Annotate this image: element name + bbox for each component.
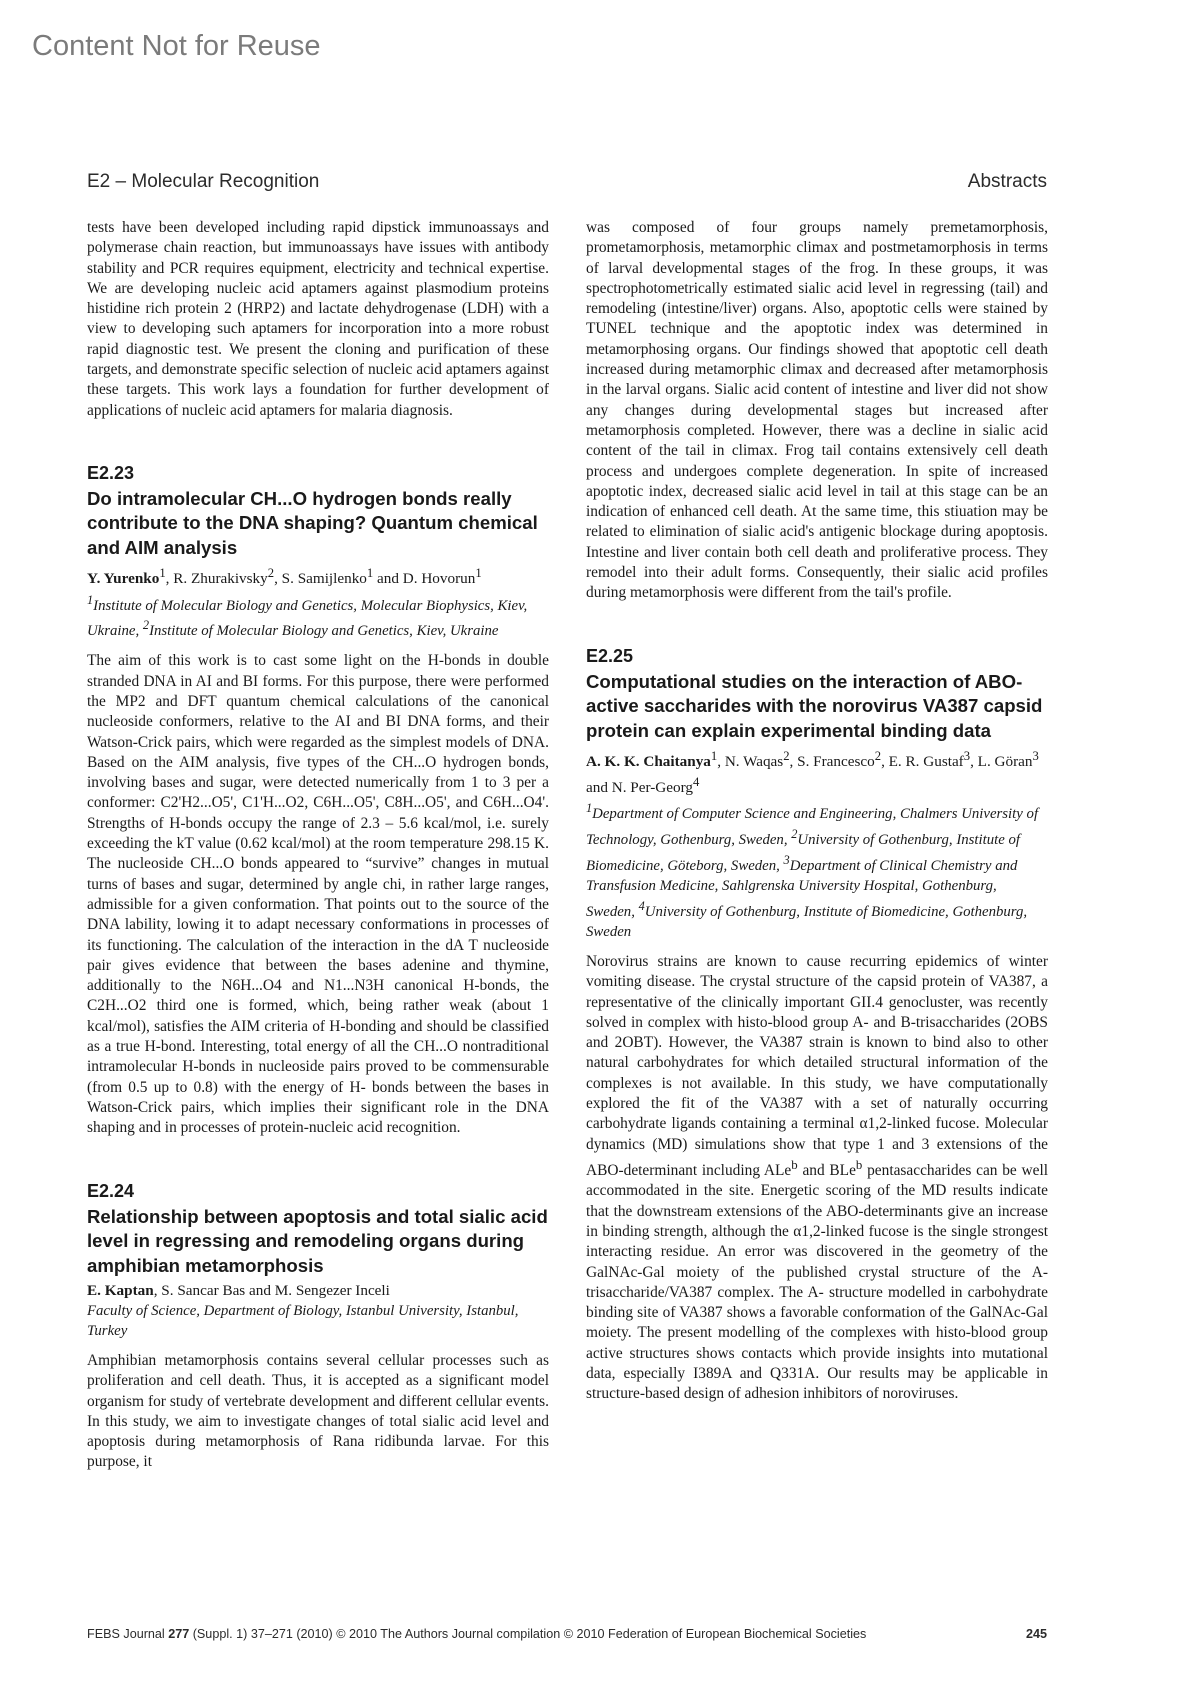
body-text: and BLe [797, 1162, 856, 1180]
watermark: Content Not for Reuse [32, 30, 321, 62]
abstract-body: Amphibian metamorphosis contains several cellular processes such as proliferation and cell death. Thus, it is accepted as a significant model organism for study of vertebrate development and different cellular events. In this study, we aim to investigate changes of total sialic acid level and apoptosis during metamorphosis of Rana ridibunda larvae. For this purpose, it [87, 1352, 549, 1471]
body-text: pentasaccharides can be well accommodated in the site. Energetic scoring of the MD results indicate that the downstream extensions of the ABO-determinants give an increase in binding strength, although the α1,2-linked fucose is the single strongest interacting residue. An error was discovered in the geometry of the GalNAc-Gal moiety of the published crystal structure of the A-trisaccharide/VA387 complex. The A- structure modelled in carbohydrate binding site of VA387 shows a favorable conformation of the GalNAc-Gal moiety. The present modelling of the complexes with histo-blood group active structures shows contacts which provide insights into mutational data, especially I389A and Q331A. Our results may be applicable in structure-based design of adhesion inhibitors of noroviruses. [586, 1162, 1048, 1403]
author: , S. Samijlenko [274, 570, 367, 588]
affiliation-mark: 1 [586, 801, 593, 816]
journal-name: FEBS Journal [87, 1627, 169, 1641]
affiliation-mark: 1 [710, 749, 718, 764]
author-list [87, 563, 549, 589]
affiliation-mark: 2 [783, 749, 790, 764]
affiliation: University of Gothenburg, Institute of Biomedicine, Göteborg, Sweden, [586, 832, 1021, 875]
affiliation-mark: 2 [142, 618, 150, 633]
body-text: Norovirus strains are known to cause recurring epidemics of winter vomiting disease. The crystal structure of the capsid protein of VA387, a representative of the clinically important GII.4 genocluster, was recently solved in complex with histo-blood group A- and B-trisaccharides (2OBS and 2OBT). However, the VA387 strain is known to bind also to other natural carbohydrates for which detailed structural information of the complexes is not available. In this study, we have computationally explored the fit of the VA387 with a set of naturally occurring carbohydrate ligands containing a terminal α1,2-linked fucose. Molecular dynamics (MD) simulations show that type 1 and 3 extensions of the ABO-determinant including ALe [586, 952, 1048, 1180]
superscript: b [791, 1157, 798, 1172]
affiliation-mark: 3 [1032, 749, 1039, 764]
volume-number: 277 [168, 1627, 190, 1641]
affiliation: Institute of Molecular Biology and Genetics, Kiev, Ukraine [149, 623, 499, 640]
author-list [87, 1281, 549, 1301]
presenting-author: A. K. K. Chaitanya [586, 753, 711, 771]
abstract-body [586, 952, 1048, 1405]
affiliation: Department of Computer Science and Engineering, Chalmers University of Technology, Gothenburg, Sweden, [586, 806, 1039, 849]
affiliation-mark: 4 [638, 899, 645, 914]
affiliation: University of Gothenburg, Institute of Biomedicine, Gothenburg, Sweden [586, 903, 1028, 940]
abstract-title: Computational studies on the interaction of ABO-active saccharides with the norovirus VA387 capsid protein can explain experimental binding data [586, 670, 1043, 741]
abstract-body-continued: was composed of four groups namely premetamorphosis, prometamorphosis, metamorphic climax and postmetamorphosis in terms of larval developmental stages of the frog. In these groups, it was spectrophotometrically estimated sialic acid level in regressing (tail) and remodeling (intestine/liver) organs. Also, apoptotic cells were stained by TUNEL technique and the apoptotic index was determined in metamorphosing organs. Our findings showed that apoptotic cell death increased during metamorphic climax and decreased after metamorphosis in the larval organs. Sialic acid content of intestine and liver did not show any changes during developmental stages but increased after metamorphosis completed. However, there was a decline in sialic acid content of the tail in climax. Frog tail contains extensively cell death process and undergoes complete degeneration. In spite of increased apoptotic index, decreased sialic acid level in tail at this stage can be an indication of enhanced cell death. At the same time, this stiuation may be related to elimination of sialic acid's antigenic blockage during apoptosis. Intestine and liver contain both cell death and proliferative process. They remodel into their adult forms. Consequently, their sialic acid profiles during metamorphosis were different from the tail's profile. [586, 219, 1048, 602]
page-footer [87, 1627, 1047, 1641]
author: , N. Waqas [717, 753, 784, 771]
abstract-e2-25 [586, 644, 1048, 1405]
author: , S. Sancar Bas and M. Sengezer Inceli [153, 1282, 390, 1299]
affiliation-mark: 4 [692, 775, 700, 790]
author: and N. Per-Georg [586, 779, 693, 797]
affiliations [586, 798, 1048, 942]
author: and D. Hovorun [373, 570, 476, 588]
abstract-title: Do intramolecular CH...O hydrogen bonds really contribute to the DNA shaping? Quantum chemical and AIM analysis [87, 487, 538, 558]
affiliation-mark: 2 [267, 566, 275, 581]
affiliations [87, 590, 549, 642]
author: , R. Zhurakivsky [165, 570, 268, 588]
abstract-id: E2.25 [586, 645, 634, 666]
affiliation-mark: 1 [366, 566, 374, 581]
continued-abstract-text: tests have been developed including rapid dipstick immunoassays and polymerase chain reaction, but immunoassays have issues with antibody stability and PCR requires equipment, electricity and technical expertise. We are developing nucleic acid aptamers against plasmodium proteins histidine rich protein 2 (HRP2) and lactate dehydrogenase (LDH) with a view to developing such aptamers for incorporation into a more robust rapid diagnostic test. We present the cloning and purification of these targets, and demonstrate specific selection of nucleic acid aptamers against these targets. This work lays a foundation for further development of applications of nucleic acid aptamers for malaria diagnosis. [87, 219, 549, 419]
presenting-author: Y. Yurenko [87, 570, 160, 588]
presenting-author: E. Kaptan [87, 1282, 154, 1299]
author: , E. R. Gustaf [881, 753, 964, 771]
page-number: 245 [1025, 1627, 1047, 1641]
superscript: b [855, 1157, 863, 1172]
abstract-id: E2.23 [87, 462, 135, 483]
affiliation-mark: 2 [874, 749, 882, 764]
affiliation: Department of Clinical Chemistry and Transfusion Medicine, Sahlgrenska University Hospital, Gothenburg, Sweden, [586, 858, 1018, 920]
affiliation: Institute of Molecular Biology and Genetics, Molecular Biophysics, Kiev, Ukraine, [87, 597, 528, 640]
abstract-body: The aim of this work is to cast some light on the H-bonds in double stranded DNA in AI and BI forms. For this purpose, there were performed the MP2 and DFT quantum chemical calculations of the canonical nucleoside conformers, relative to the AI and BI DNA forms, and their Watson-Crick pairs, which were regarded as the simplest models of DNA. Based on the AIM analysis, five types of the CH...O hydrogen bonds, involving bases and sugar, were detected numerically from 1 to 3 per a conformer: C2'H2...O5', C1'H...O2, C6H...O5', C8H...O5', and C6H...O4'. Strengths of H-bonds occupy the range of 2.3 – 5.6 kcal/mol, i.e. surely exceeding the kT value (0.62 kcal/mol) at the room temperature 298.15 K. The nucleoside CH...O bonds appeared to “survive” changes in mutual turns of bases and sugar, determined by angle chi, in rather large ranges, admissible for a given conformation. That points out to the source of the DNA lability, lowing it to adapt necessary conformations in processes of its functioning. The calculation of the interaction in the dA T nucleoside pair gives evidence that between the bases adenine and thymine, additionally to the N6H...O4 and N1...N3H canonical H-bonds, the C2H...O2 third one is formed, which, being rather weak (about 1 kcal/mol), satisfies the AIM criteria of H-bonding and should be classified as a true H-bond. Interesting, total energy of all the CH...O nontraditional intramolecular H-bonds in nucleoside pairs proved to be commensurable (from 0.5 up to 0.8) with the energy of H- bonds between the bases in Watson-Crick pairs, which implies their significant role in the DNA shaping and in processes of protein-nucleic acid recognition. [87, 652, 549, 1137]
affiliation-mark: 1 [159, 566, 166, 581]
affiliation-mark: 3 [783, 853, 790, 868]
left-column [87, 218, 549, 1473]
right-column [586, 218, 1048, 1405]
author: , L. Göran [970, 753, 1033, 771]
journal-citation [87, 1627, 866, 1641]
abstract-id: E2.24 [87, 1180, 135, 1201]
affiliation-mark: 1 [475, 566, 482, 581]
affiliation-mark: 3 [963, 749, 971, 764]
section-title: E2 – Molecular Recognition [87, 171, 320, 192]
abstract-e2-23 [87, 461, 549, 1139]
abstract-e2-24 [87, 1179, 549, 1473]
author-list [586, 746, 1048, 798]
author: , S. Francesco [789, 753, 875, 771]
copyright-line: (Suppl. 1) 37–271 (2010) © 2010 The Authors Journal compilation © 2010 Federation of European Biochemical Societies [189, 1627, 867, 1641]
affiliations: Faculty of Science, Department of Biology, Istanbul University, Istanbul, Turkey [87, 1303, 519, 1339]
running-head [87, 171, 1047, 193]
abstract-title: Relationship between apoptosis and total sialic acid level in regressing and remodeling organs during amphibian metamorphosis [87, 1205, 548, 1276]
affiliation-mark: 2 [791, 827, 798, 842]
category-label: Abstracts [967, 171, 1047, 192]
affiliation-mark: 1 [87, 592, 94, 607]
